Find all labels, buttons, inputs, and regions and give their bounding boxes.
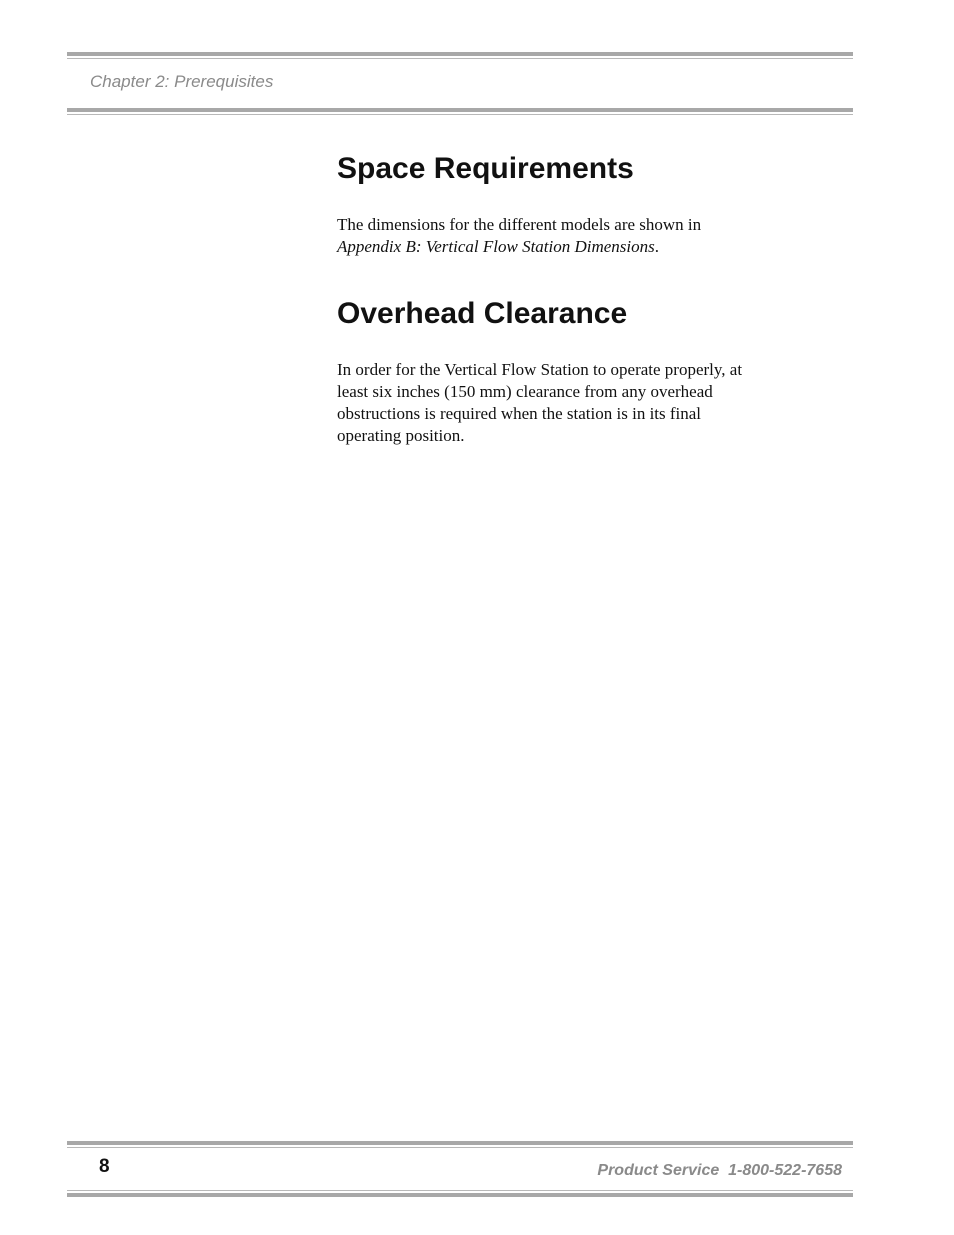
section-space-requirements <box>337 152 757 186</box>
section-overhead-clearance <box>337 297 757 331</box>
running-header: Chapter 2: Prerequisites <box>90 72 274 91</box>
footer-bottom-rule <box>67 1190 853 1197</box>
product-service-phone: Product Service 1-800-522-7658 <box>597 1162 842 1179</box>
appendix-reference: Appendix B: Vertical Flow Station Dimensions <box>337 237 655 256</box>
section-overhead-clearance-body <box>337 359 757 447</box>
footer-top-rule <box>67 1141 853 1148</box>
page-number: 8 <box>99 1156 110 1177</box>
paragraph: In order for the Vertical Flow Station to operate properly, at least six inches (150 mm) clearance from any overhead obstructions is required when the station is in its final operating position. <box>337 360 743 445</box>
paragraph-punctuation: . <box>654 237 660 256</box>
paragraph <box>337 214 757 258</box>
section-space-requirements-body <box>337 214 757 258</box>
section-heading: Overhead Clearance <box>337 297 628 330</box>
header-top-rule <box>67 52 853 59</box>
paragraph-text: The dimensions for the different models are shown in <box>337 215 702 234</box>
header-bottom-rule <box>67 108 853 115</box>
section-heading: Space Requirements <box>337 152 634 185</box>
